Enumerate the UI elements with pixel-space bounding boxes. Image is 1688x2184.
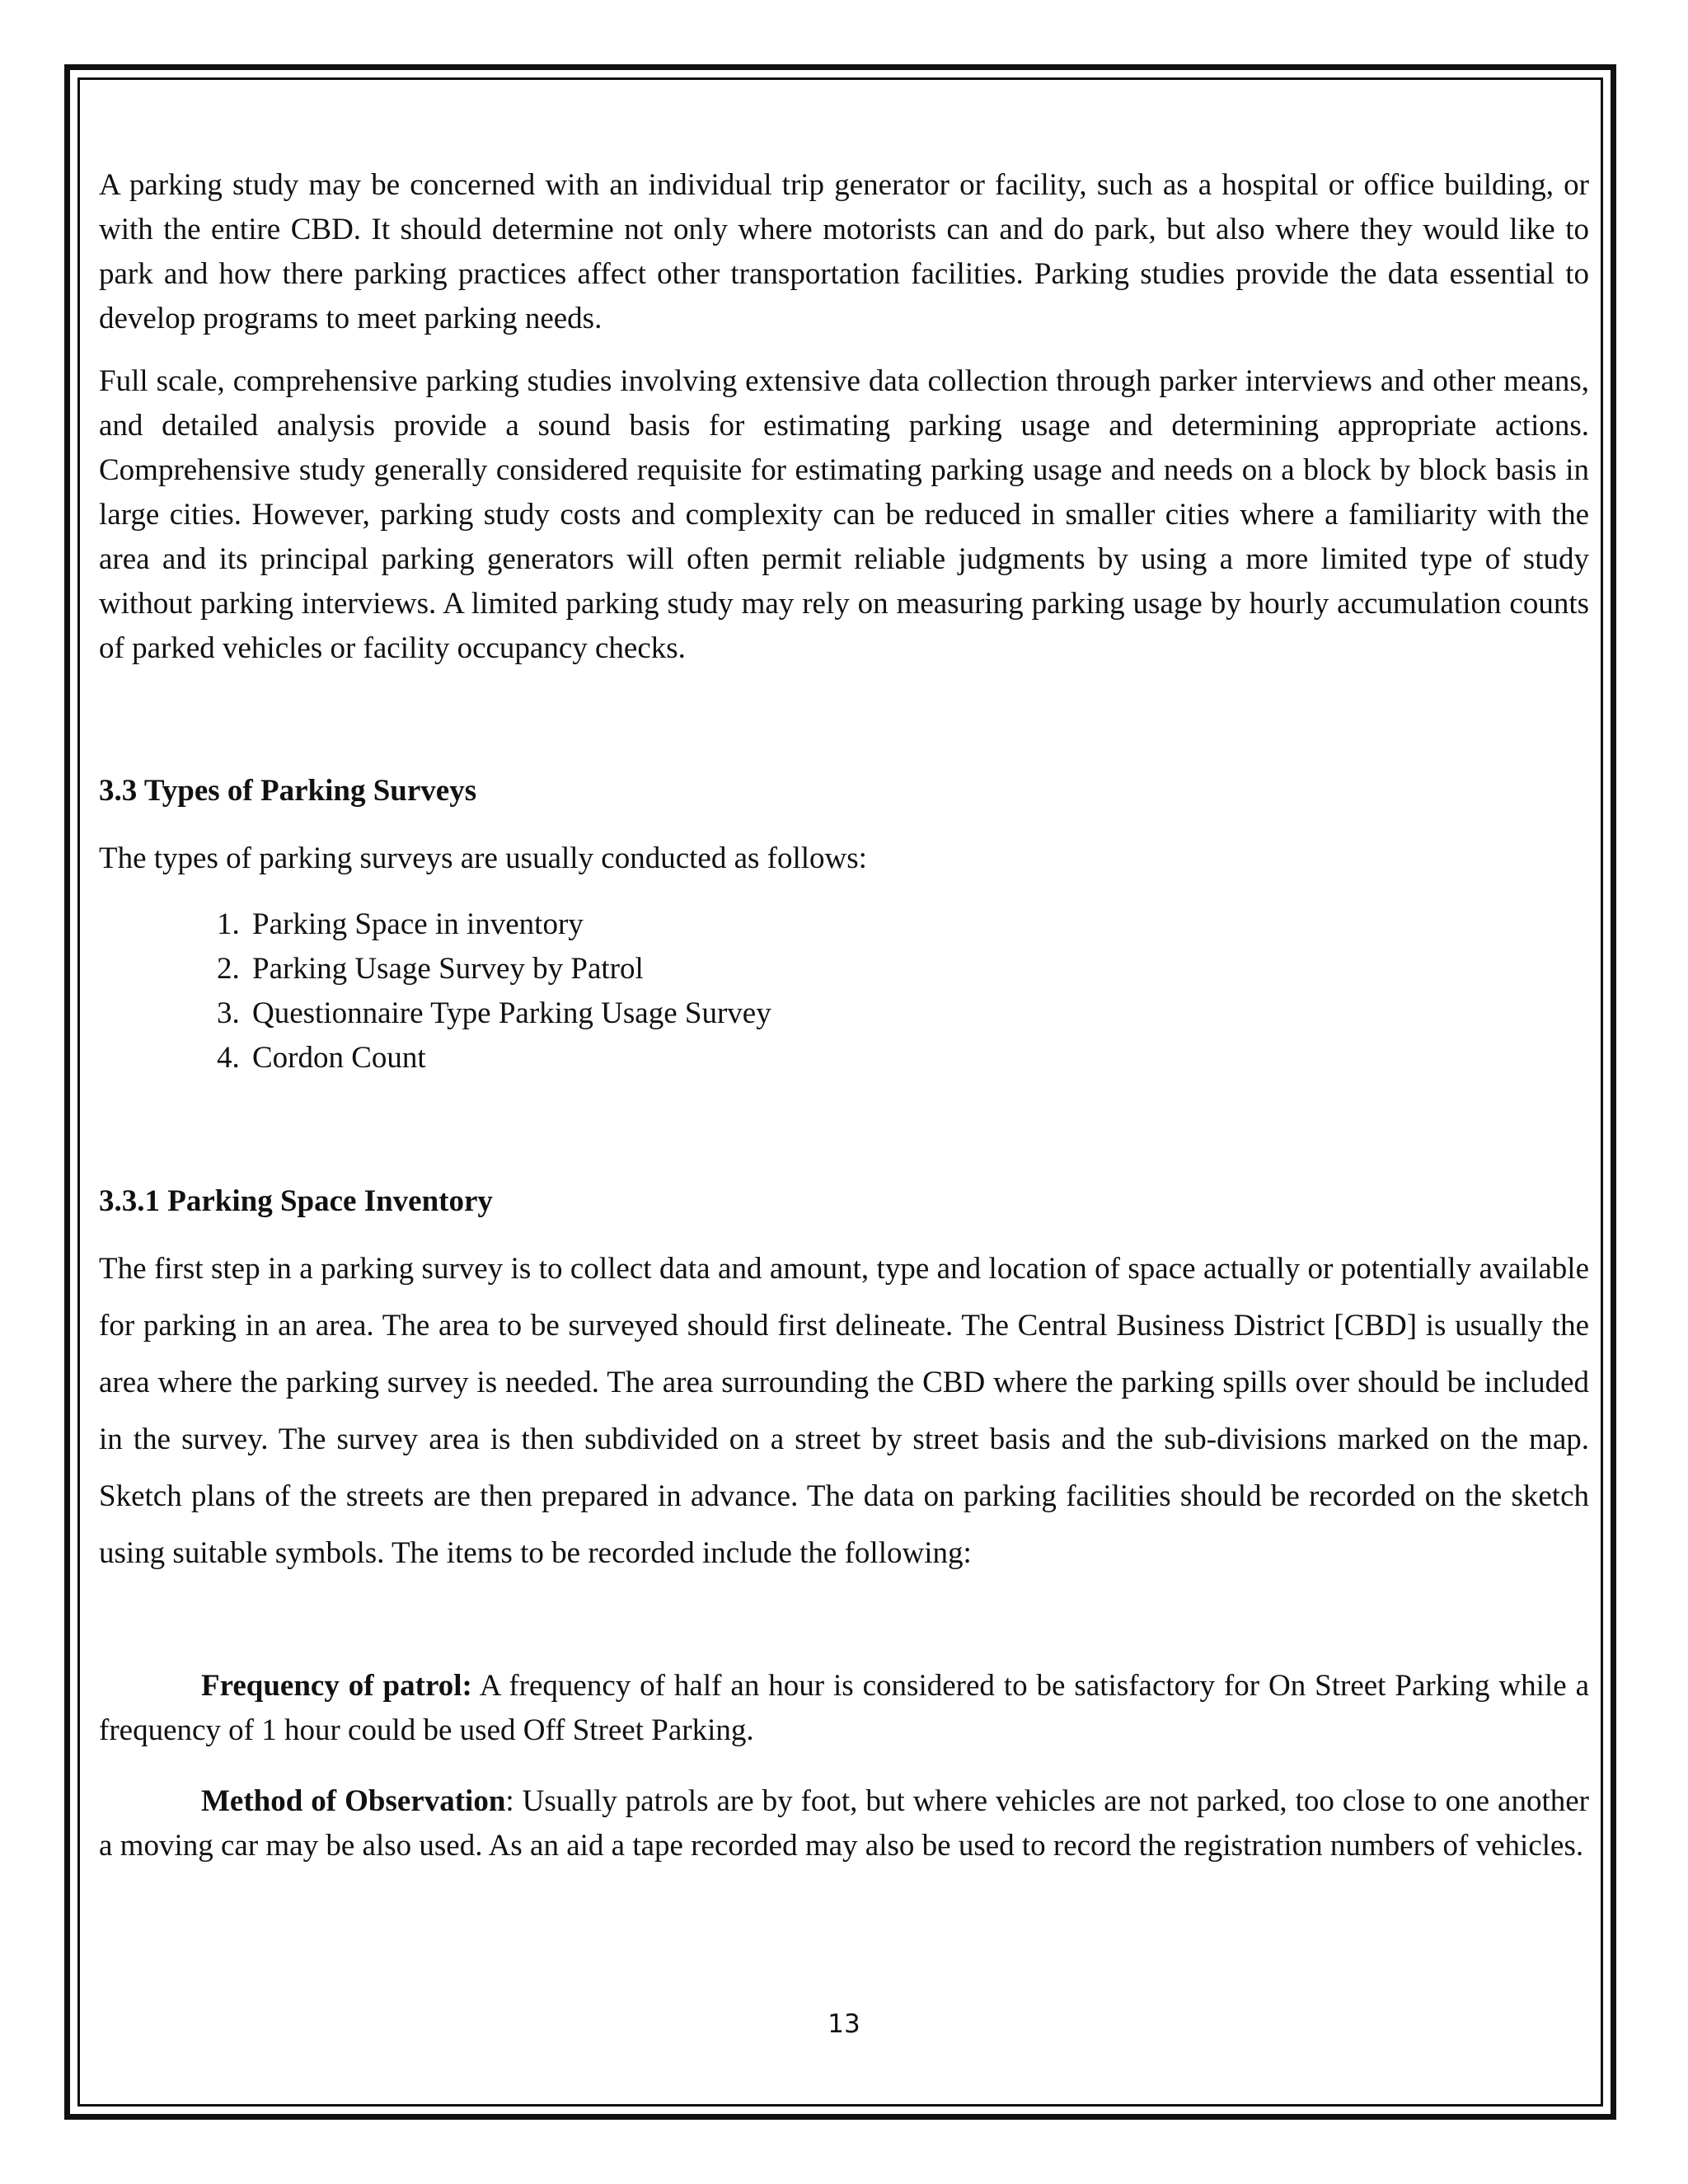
list-item: 4. Cordon Count [247, 1036, 1589, 1080]
document-body [99, 163, 1589, 1868]
paragraph-survey-types-intro: The types of parking surveys are usually conducted as follows: [99, 841, 867, 875]
method-of-observation-label: Method of Observation [201, 1784, 506, 1818]
paragraph-frequency-of-patrol [99, 1664, 1589, 1753]
paragraph-method-of-observation [99, 1779, 1589, 1868]
list-item: 3. Questionnaire Type Parking Usage Survey [247, 991, 1589, 1036]
section-heading-parking-space-inventory: 3.3.1 Parking Space Inventory [99, 1184, 493, 1218]
list-item: 2. Parking Usage Survey by Patrol [247, 947, 1589, 991]
paragraph-parking-study-scope: A parking study may be concerned with an individual trip generator or facility, such as a hospital or office building, or with the entire CBD. It should determine not only where motorists can and do park, but also where they would like to park and how there parking practices affect other transportation facilities. Parking studies provide the data essential to develop programs to meet parking needs. [99, 168, 1589, 335]
paragraph-inventory-description: The first step in a parking survey is to collect data and amount, type and location of space actually or potentially available for parking in an area. The area to be surveyed should first delineate. The Central Business District [CBD] is usually the area where the parking survey is needed. The area surrounding the CBD where the parking spills over should be included in the survey. The survey area is then subdivided on a street by street basis and the sub-divisions marked on the map. Sketch plans of the streets are then prepared in advance. The data on parking facilities should be recorded on the sketch using suitable symbols. The items to be recorded include the following: [99, 1252, 1589, 1570]
method-of-observation-text: : Usually patrols are by foot, but where vehicles are not parked, too close to one another a moving car may be also used. As an aid a tape recorded may also be used to record the registration numbers of vehicles. [99, 1784, 1589, 1863]
survey-types-list [99, 902, 1589, 1080]
frequency-of-patrol-label: Frequency of patrol: [201, 1669, 472, 1703]
list-item: 1. Parking Space in inventory [247, 902, 1589, 947]
paragraph-comprehensive-studies: Full scale, comprehensive parking studies involving extensive data collection through parker interviews and other means, and detailed analysis provide a sound basis for estimating parking usage and determining appropriate actions. Comprehensive study generally considered requisite for estimating parking usage and needs on a block by block basis in large cities. However, parking study costs and complexity can be reduced in smaller cities where a familiarity with the area and its principal parking generators will often permit reliable judgments by using a more limited type of study without parking interviews. A limited parking study may rely on measuring parking usage by hourly accumulation counts of parked vehicles or facility occupancy checks. [99, 364, 1589, 665]
page-number: 13 [828, 2009, 860, 2039]
frequency-of-patrol-text: A frequency of half an hour is considered to be satisfactory for On Street Parking while a frequency of 1 hour could be used Off Street Parking. [99, 1669, 1589, 1747]
section-heading-types-of-parking-surveys: 3.3 Types of Parking Surveys [99, 774, 477, 808]
